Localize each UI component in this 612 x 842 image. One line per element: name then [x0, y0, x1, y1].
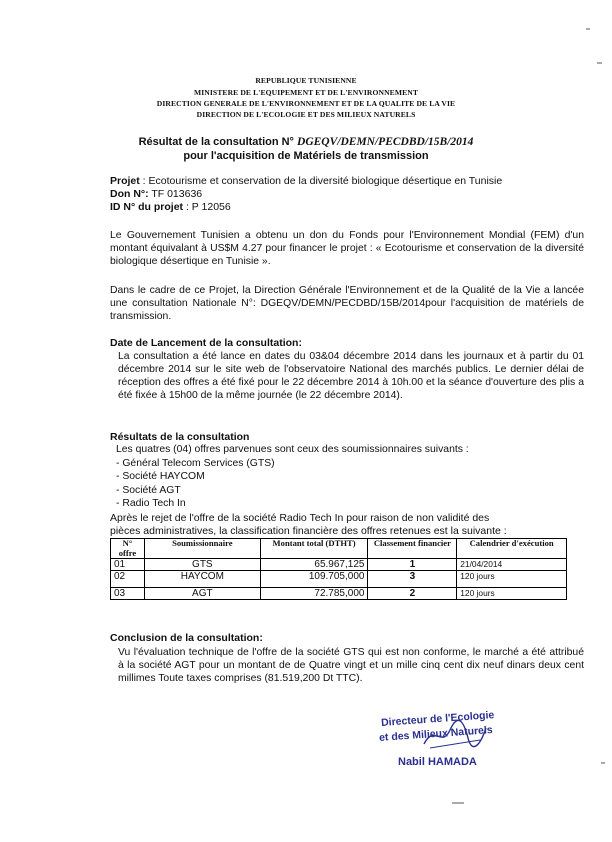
bidder-item: - Société AGT [116, 485, 181, 496]
document-subtitle: pour l'acquisition de Matériels de transmission [183, 150, 429, 162]
projet-label: Projet [110, 175, 140, 187]
col-header-montant: Montant total (DTHT) [260, 539, 368, 559]
cell-soumissionnaire: AGT [144, 588, 260, 600]
table-header-row [111, 539, 567, 559]
cell-classement: 3 [368, 571, 457, 588]
col-header-calendrier: Calendrier d'exécution [457, 539, 567, 559]
table-row [111, 559, 567, 571]
don-line [110, 188, 202, 200]
resultats-after-2: pièces administratives, la classification financière des offres retenues est la suivante : [110, 525, 507, 537]
scan-mark [601, 762, 605, 764]
col-header-num: N° offre [111, 539, 145, 559]
cell-calendrier: 120 jours [457, 571, 567, 588]
heading-lancement: Date de Lancement de la consultation: [110, 337, 302, 349]
signature-stamp-line1: Directeur de l'Ecologie [380, 709, 495, 729]
scan-mark [452, 802, 464, 804]
cell-classement: 2 [368, 588, 457, 600]
col-header-soumissionnaire: Soumissionnaire [144, 539, 260, 559]
heading-resultats: Résultats de la consultation [110, 431, 250, 443]
bidder-item: - Général Telecom Services (GTS) [116, 458, 275, 469]
signatory-name: Nabil HAMADA [398, 756, 477, 768]
cell-soumissionnaire: GTS [144, 559, 260, 571]
resultats-after-1: Après le rejet de l'offre de la société Radio Tech In pour raison de non validité des [110, 512, 490, 524]
don-value: TF 013636 [148, 188, 203, 200]
cell-num: 01 [111, 559, 145, 571]
cell-soumissionnaire: HAYCOM [144, 571, 260, 588]
table-row [111, 571, 567, 588]
results-table [110, 538, 567, 600]
cell-calendrier: 21/04/2014 [457, 559, 567, 571]
handwritten-signature-icon [420, 718, 490, 752]
paragraph-financing: Le Gouvernement Tunisien a obtenu un don du Fonds pour l'Environnement Mondial (FEM) d'un montant équivalant à US$M 4.27 pour financer le projet : « Ecotourisme et conservation de la diversité biologique désertique en Tunisie ». [110, 230, 584, 267]
cell-num: 03 [111, 588, 145, 600]
title-prefix: Résultat de la consultation N° [138, 136, 294, 148]
cell-calendrier: 120 jours [457, 588, 567, 600]
paragraph-lancement: La consultation a été lance en dates du 03&04 décembre 2014 dans les journaux et à partir du 01 décembre 2014 sur le site web de l'observatoire National des marchés publics. Le dernier délai de réception des offres a été fixé pour le 22 décembre 2014 à 10h.00 et la séance d'ouverture des plis a été fixée à 15h00 de la même journée (le 22 décembre 2014). [118, 351, 584, 401]
header-direction: DIRECTION DE L'ECOLOGIE ET DES MILIEUX NATURELS [196, 110, 416, 119]
cell-classement: 1 [368, 559, 457, 571]
bidder-item: - Société HAYCOM [116, 471, 205, 482]
header-direction-generale: DIRECTION GENERALE DE L'ENVIRONNEMENT ET DE LA QUALITE DE LA VIE [156, 99, 456, 108]
header-ministry: MINISTERE DE L'EQUIPEMENT ET DE L'ENVIRONNEMENT [193, 88, 419, 97]
scan-mark [586, 28, 590, 30]
cell-num: 02 [111, 571, 145, 588]
paragraph-conclusion: Vu l'évaluation technique de l'offre de la société GTS qui est non conforme, le marché a été attribué à la société AGT pour un montant de de Quatre vingt et un mille cinq cent dix neuf dinars deux cent millimes Toute taxes comprises (81.519,200 Dt TTC). [118, 647, 584, 684]
heading-conclusion: Conclusion de la consultation: [110, 632, 263, 644]
bidder-item: - Radio Tech In [116, 498, 186, 509]
header-republic: REPUBLIQUE TUNISIENNE [255, 76, 357, 85]
don-label: Don N°: [110, 188, 149, 200]
resultats-intro: Les quatres (04) offres parvenues sont ceux des soumissionnaires suivants : [116, 444, 469, 455]
title-reference: DGEQV/DEMN/PECDBD/15B/2014 [297, 136, 474, 148]
cell-montant: 65.967,125 [260, 559, 368, 571]
document-title [0, 136, 612, 148]
table-row [111, 588, 567, 600]
cell-montant: 109.705,000 [260, 571, 368, 588]
signature-stamp-line2: et des Milieux Naturels [378, 724, 494, 744]
col-header-classement: Classement financier [368, 539, 457, 559]
project-id-line [110, 201, 231, 213]
paragraph-context: Dans le cadre de ce Projet, la Direction Générale l'Environnement et de la Qualité de la Vie a lancée une consultation Nationale N°: DGEQV/DEMN/PECDBD/15B/2014pour l'acquisition de matériels de transmission. [110, 285, 584, 322]
projet-value: : Ecotourisme et conservation de la diversité biologique désertique en Tunisie [139, 175, 503, 187]
id-value: : P 12056 [183, 201, 231, 213]
scan-mark [597, 62, 602, 64]
cell-montant: 72.785,000 [260, 588, 368, 600]
project-line [110, 175, 502, 187]
id-label: ID N° du projet [110, 201, 184, 213]
